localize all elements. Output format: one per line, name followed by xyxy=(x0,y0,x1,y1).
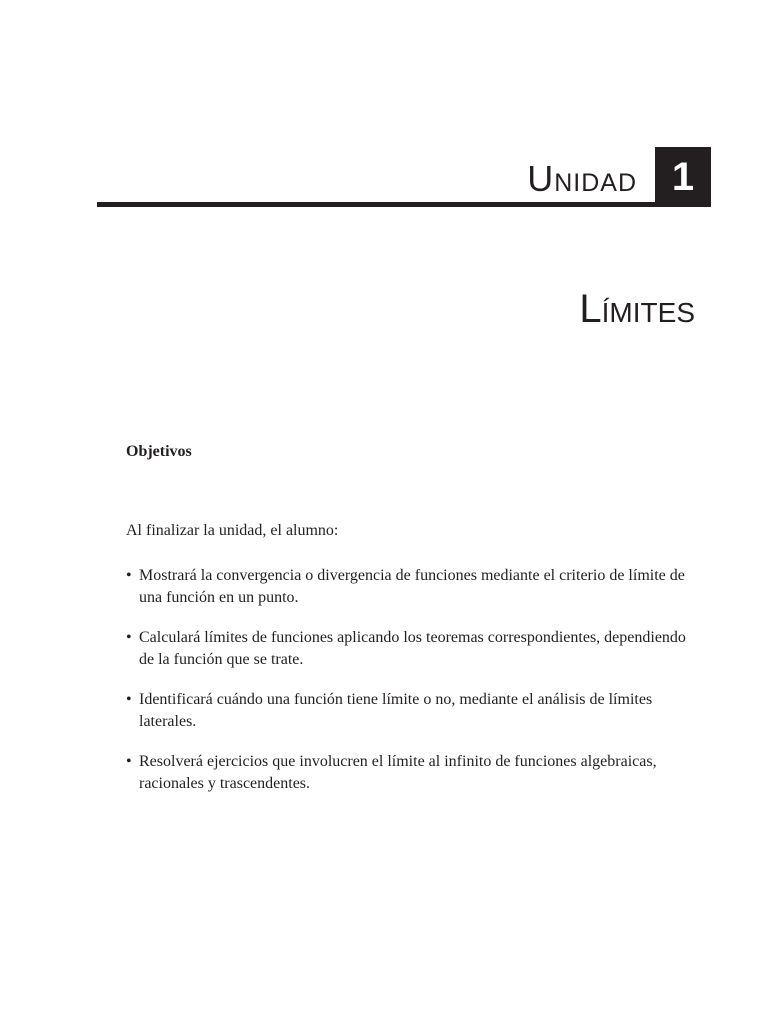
bullet-icon: • xyxy=(126,691,132,708)
unit-number: 1 xyxy=(655,147,711,207)
objective-item xyxy=(126,627,696,670)
header-rule xyxy=(97,202,711,207)
bullet-icon: • xyxy=(126,629,132,646)
objective-text: Resolverá ejercicios que involucren el límite al infinito de funciones algebraicas, racionales y trascendentes. xyxy=(139,753,657,792)
objective-item xyxy=(126,689,696,732)
chapter-title: Límites xyxy=(579,287,695,331)
bullet-icon: • xyxy=(126,567,132,584)
objective-text: Calculará límites de funciones aplicando los teoremas correspondientes, dependiendo de la función que se trate. xyxy=(139,629,686,668)
unit-header xyxy=(97,147,711,209)
objectives-heading: Objetivos xyxy=(126,443,192,460)
objectives-intro: Al finalizar la unidad, el alumno: xyxy=(126,522,339,539)
objective-text: Identificará cuándo una función tiene límite o no, mediante el análisis de límites laterales. xyxy=(139,691,653,730)
unit-label: Unidad xyxy=(527,158,637,199)
objectives-list xyxy=(126,565,696,813)
bullet-icon: • xyxy=(126,753,132,770)
objective-item xyxy=(126,751,696,794)
objective-item xyxy=(126,565,696,608)
objective-text: Mostrará la convergencia o divergencia de funciones mediante el criterio de límite de una función en un punto. xyxy=(139,567,685,606)
